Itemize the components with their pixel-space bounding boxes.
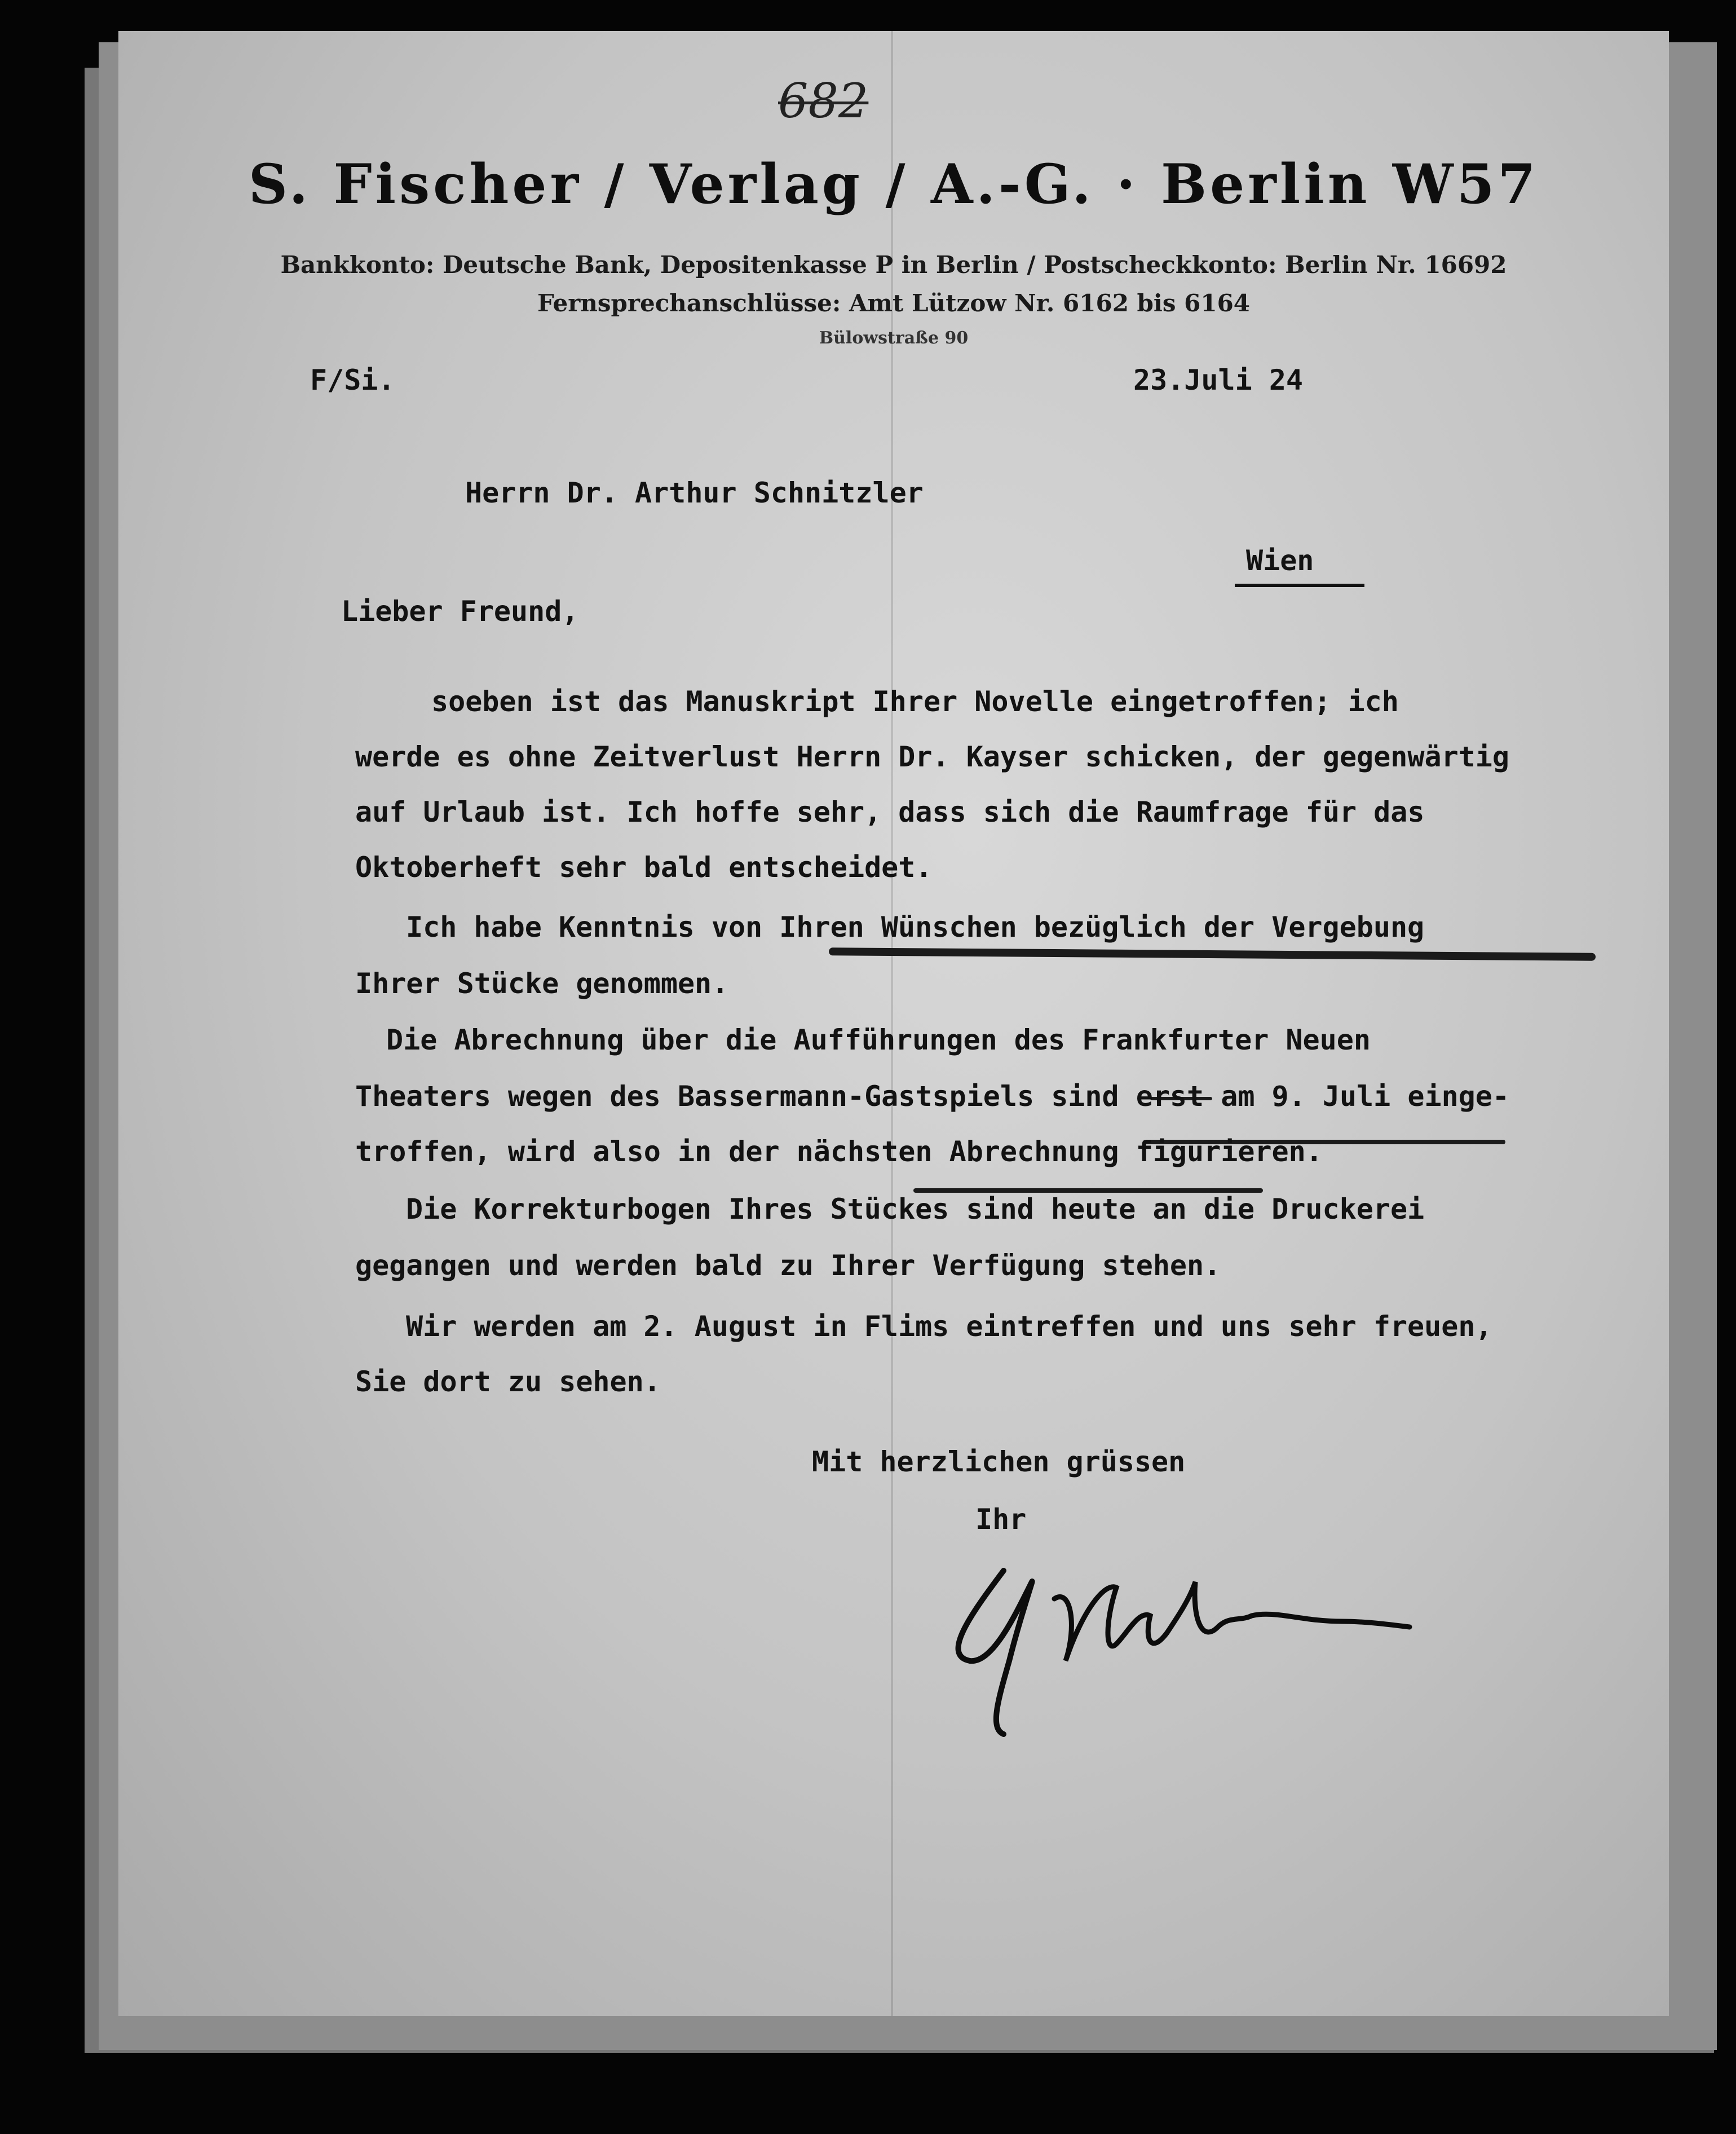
body-line: Die Abrechnung über die Aufführungen des Frankfurter Neuen (386, 1024, 1371, 1056)
body-line: Theaters wegen des Bassermann-Gastspiels sind erst am 9. Juli einge- (355, 1080, 1509, 1113)
body-line: gegangen und werden bald zu Ihrer Verfügung stehen. (355, 1249, 1221, 1282)
body-line: werde es ohne Zeitverlust Herrn Dr. Kayser schicken, der gegenwärtig (355, 740, 1509, 773)
archive-number: 682 (778, 73, 869, 129)
letterhead-firm: S. Fischer / Verlag / A.-G. · Berlin W57 (248, 152, 1539, 216)
reference: F/Si. (310, 364, 395, 396)
recipient: Herrn Dr. Arthur Schnitzler (465, 477, 924, 509)
closing-pronoun: Ihr (975, 1503, 1027, 1536)
pencil-underline (913, 1188, 1263, 1193)
body-line: Ihrer Stücke genommen. (355, 967, 729, 1000)
body-line: auf Urlaub ist. Ich hoffe sehr, dass sich die Raumfrage für das (355, 796, 1425, 828)
body-line: Oktoberheft sehr bald entscheidet. (355, 851, 933, 884)
letter-page (118, 31, 1669, 2016)
body-line: Ich habe Kenntnis von Ihren Wünschen bezüglich der Vergebung (406, 911, 1425, 943)
recipient-city: Wien (1246, 544, 1314, 577)
body-line: soeben ist das Manuskript Ihrer Novelle eingetroffen; ich (431, 685, 1399, 718)
body-line: Sie dort zu sehen. (355, 1365, 661, 1398)
letterhead-phone: Fernsprechanschlüsse: Amt Lützow Nr. 6162 bis 6164 (537, 289, 1251, 317)
letter-date: 23.Juli 24 (1133, 364, 1304, 396)
body-line: Die Korrekturbogen Ihres Stückes sind heute an die Druckerei (406, 1193, 1425, 1225)
handwritten-signature (936, 1548, 1421, 1751)
pencil-underline (829, 947, 1596, 960)
body-line: Wir werden am 2. August in Flims eintreffen und uns sehr freuen, (406, 1310, 1492, 1343)
letterhead-street: Bülowstraße 90 (819, 328, 969, 348)
body-line: troffen, wird also in der nächsten Abrechnung figurieren. (355, 1135, 1323, 1168)
closing: Mit herzlichen grüssen (812, 1445, 1186, 1478)
city-underline (1235, 584, 1364, 587)
salutation: Lieber Freund, (341, 595, 579, 628)
letterhead-bank: Bankkonto: Deutsche Bank, Depositenkasse P in Berlin / Postscheckkonto: Berlin Nr. 16692 (280, 251, 1507, 279)
